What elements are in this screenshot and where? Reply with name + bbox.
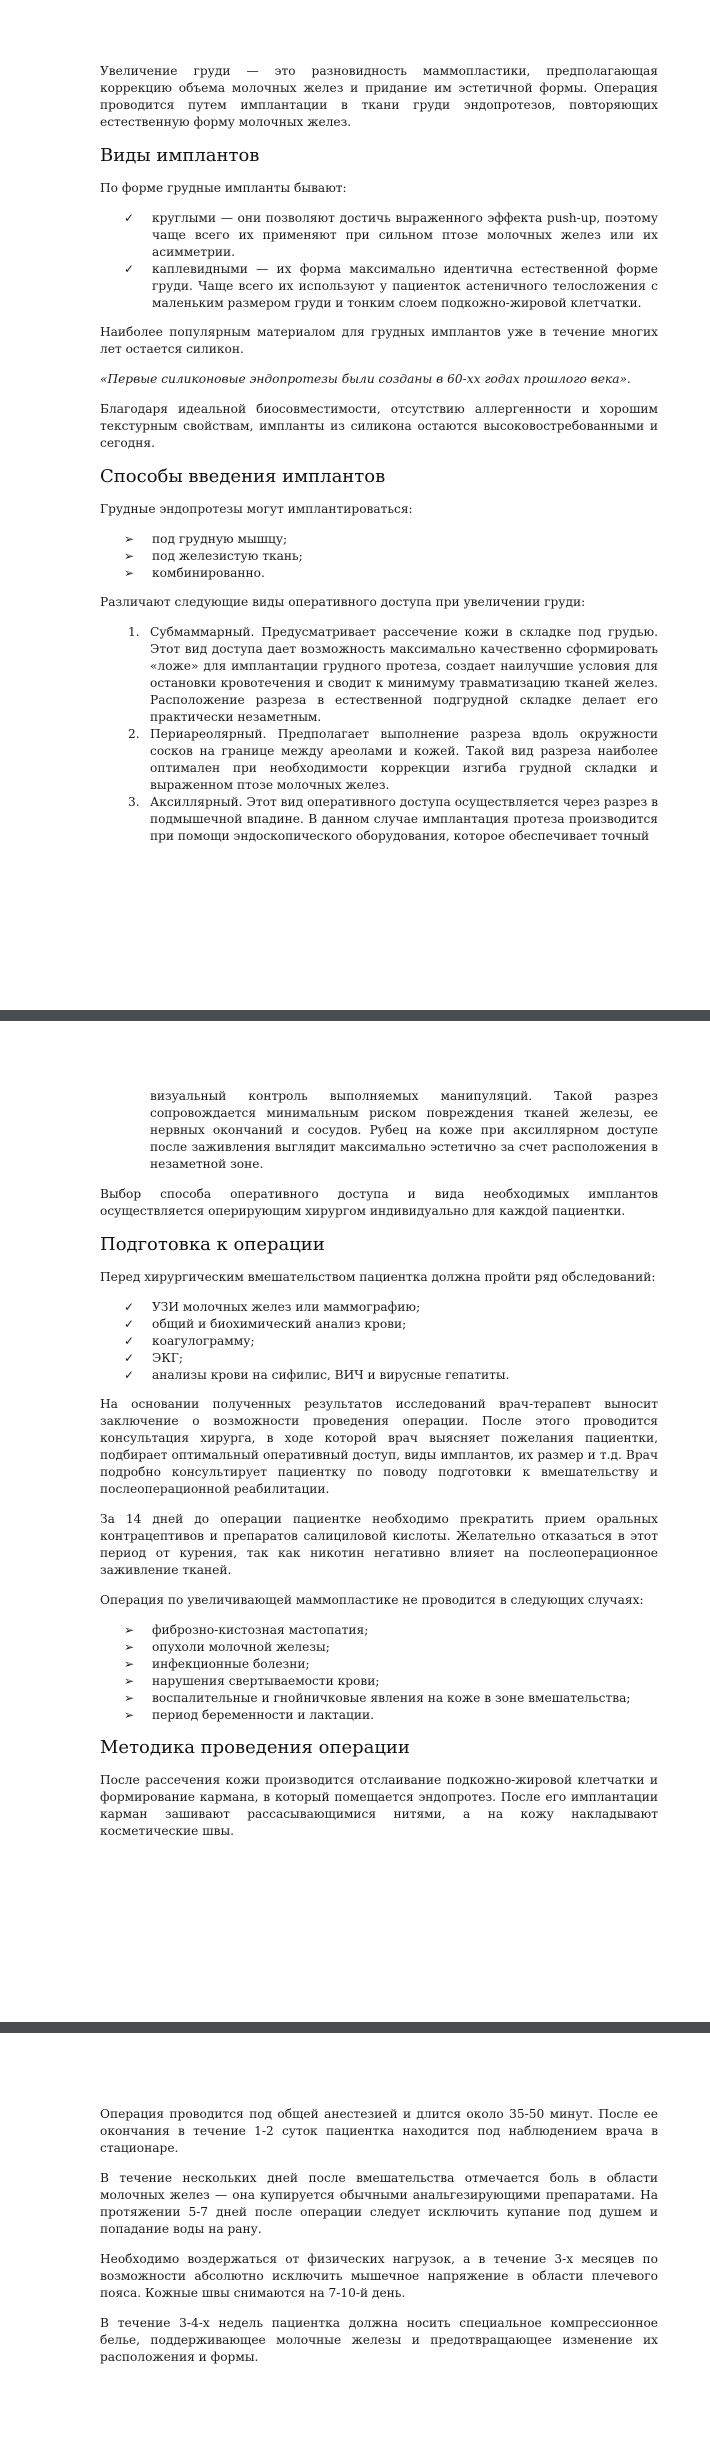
anesthesia-paragraph: Операция проводится под общей анестезией и длится около 35-50 минут. После ее окончания в течение 1-2 суток пациентка находится под наблюдением врача в стационаре. — [100, 2107, 658, 2155]
document-page-2 — [0, 1021, 710, 2022]
contra-list — [100, 1622, 658, 1724]
physical-paragraph: Необходимо воздержаться от физических нагрузок, а в течение 3-х месяцев по возможности абсолютно исключить мышечное напряжение в области плечевого пояса. Кожные швы снимаются на 7-10-й день. — [100, 2252, 658, 2300]
quote: «Первые силиконовые эндопротезы были созданы в 60-хх годах прошлого века». — [100, 372, 631, 386]
checkmark-icon: ✓ — [124, 211, 135, 225]
list-item: ✓ анализы крови на сифилис, ВИЧ и вирусные гепатиты. — [124, 1368, 510, 1382]
checkmark-icon: ✓ — [124, 1368, 135, 1382]
silicone-paragraph: Наиболее популярным материалом для грудных имплантов уже в течение многих лет остается силикон. — [100, 325, 658, 356]
checkmark-icon: ✓ — [124, 1351, 135, 1365]
arrow-bullet-icon: ➢ — [124, 1691, 135, 1705]
list-item: ✓ ЭКГ; — [124, 1351, 183, 1365]
list-item: ➢ инфекционные болезни; — [124, 1657, 310, 1671]
list-item: ➢ воспалительные и гнойничковые явления на коже в зоне вмешательства; — [124, 1691, 631, 1705]
heading-preparation: Подготовка к операции — [100, 1234, 325, 1255]
list-item: ✓ коагулограмму; — [124, 1334, 255, 1348]
days14-paragraph: За 14 дней до операции пациентке необходимо прекратить прием оральных контрацептивов и препаратов салициловой кислоты. Желательно отказаться в этот период от курения, так как никотин негативно влияет на послеоперационное заживление тканей. — [100, 1512, 658, 1577]
document-page-1 — [0, 0, 710, 1010]
list-item: ➢ период беременности и лактации. — [124, 1708, 374, 1722]
arrow-bullet-icon: ➢ — [124, 1657, 135, 1671]
list-item: ✓ УЗИ молочных желез или маммографию; — [124, 1300, 421, 1314]
list-item: ➢ нарушения свертываемости крови; — [124, 1674, 380, 1688]
heading-operation-method: Методика проведения операции — [100, 1737, 410, 1758]
heading-methods: Способы введения имплантов — [100, 466, 386, 487]
list-item: ➢ под грудную мышцу; — [124, 532, 288, 546]
arrow-bullet-icon: ➢ — [124, 1708, 135, 1722]
list-item: 1. Субмаммарный. Предусматривает рассечение кожи в складке под грудью. Этот вид доступа дает возможность максимально качественно сформировать «ложе» для имплантации грудного протеза, создает наилучшие условия для остановки кровотечения и сводит к минимуму травматизацию тканей желез. Расположение разреза в естественной подгрудной складке делает его практически незаметным. — [128, 625, 658, 724]
arrow-bullet-icon: ➢ — [124, 566, 135, 580]
list-item: ➢ опухоли молочной железы; — [124, 1640, 330, 1654]
arrow-bullet-icon: ➢ — [124, 532, 135, 546]
method-paragraph: После рассечения кожи производится отслаивание подкожно-жировой клетчатки и формирование кармана, в который помещается эндопротез. После его имплантации карман зашивают рассасывающимися нитями, а на кожу накладывают косметические швы. — [100, 1773, 658, 1838]
shape-lead: По форме грудные импланты бывают: — [100, 181, 347, 195]
contra-lead: Операция по увеличивающей маммопластике не проводится в следующих случаях: — [100, 1593, 644, 1607]
checkmark-icon: ✓ — [124, 262, 135, 276]
heading-implant-types: Виды имплантов — [100, 145, 260, 166]
list-item: 2. Периареолярный. Предполагает выполнение разреза вдоль окружности сосков на границе между ареолами и кожей. Такой вид разреза наиболее оптимален при необходимости коррекции изгиба грудной складки и выраженном птозе молочных желез. — [128, 727, 658, 792]
access-lead: Различают следующие виды оперативного доступа при увеличении груди: — [100, 595, 586, 609]
biocompat-paragraph: Благодаря идеальной биосовместимости, отсутствию аллергенности и хорошим текстурным свойствам, импланты из силикона остаются высоковостребованными и сегодня. — [100, 402, 658, 450]
list-item: ✓ общий и биохимический анализ крови; — [124, 1317, 407, 1331]
document-page-3 — [0, 2033, 710, 2450]
arrow-bullet-icon: ➢ — [124, 1674, 135, 1688]
arrow-bullet-icon: ➢ — [124, 1640, 135, 1654]
access-list — [100, 624, 658, 845]
pain-paragraph: В течение нескольких дней после вмешательства отмечается боль в области молочных желез — она купируется обычными анальгезирующими препаратами. На протяжении 5-7 дней после операции следует исключить купание под душем и попадание воды на рану. — [100, 2171, 658, 2236]
checkmark-icon: ✓ — [124, 1334, 135, 1348]
list-item: ➢ фиброзно-кистозная мастопатия; — [124, 1623, 369, 1637]
arrow-bullet-icon: ➢ — [124, 549, 135, 563]
intro-paragraph: Увеличение груди — это разновидность маммопластики, предполагающая коррекцию объема молочных желез и придание им эстетичной формы. Операция проводится путем имплантации в ткани груди эндопротезов, повторяющих естественную форму молочных желез. — [100, 64, 658, 129]
shape-list — [100, 210, 658, 312]
prep-list — [100, 1299, 658, 1384]
page-separator — [0, 2022, 710, 2033]
list-item: ✓ круглыми — они позволяют достичь выраженного эффекта push-up, поэтому чаще всего их применяют при сильном птозе молочных желез или их асимметрии. — [124, 211, 658, 259]
access-continuation: визуальный контроль выполняемых манипуляций. Такой разрез сопровождается минимальным риском повреждения тканей железы, ее нервных окончаний и сосудов. Рубец на коже при аксиллярном доступе после заживления выглядит максимально эстетично за счет расположения в незаметной зоне. — [150, 1089, 658, 1171]
checkmark-icon: ✓ — [124, 1300, 135, 1314]
list-item: ➢ под железистую ткань; — [124, 549, 303, 563]
arrow-bullet-icon: ➢ — [124, 1623, 135, 1637]
list-item: ➢ комбинированно. — [124, 566, 265, 580]
methods-list — [100, 531, 658, 582]
methods-lead: Грудные эндопротезы могут имплантироваться: — [100, 502, 413, 516]
prep-lead: Перед хирургическим вмешательством пациентка должна пройти ряд обследований: — [100, 1270, 656, 1284]
compression-paragraph: В течение 3-4-х недель пациентка должна носить специальное компрессионное белье, поддерживающее молочные железы и предотвращающее изменение их расположения и формы. — [100, 2316, 658, 2364]
choice-paragraph: Выбор способа оперативного доступа и вида необходимых имплантов осуществляется оперирующим хирургом индивидуально для каждой пациентки. — [100, 1187, 658, 1218]
page-separator — [0, 1010, 710, 1021]
checkmark-icon: ✓ — [124, 1317, 135, 1331]
list-item: ✓ каплевидными — их форма максимально идентична естественной форме груди. Чаще всего их используют у пациенток астеничного телосложения с маленьким размером груди и тонким слоем подкожно-жировой клетчатки. — [124, 262, 658, 310]
list-item: 3. Аксиллярный. Этот вид оперативного доступа осуществляется через разрез в подмышечной впадине. В данном случае имплантация протеза производится при помощи эндоскопического оборудования, которое обеспечивает точный — [128, 795, 658, 843]
basis-paragraph: На основании полученных результатов исследований врач-терапевт выносит заключение о возможности проведения операции. После этого проводится консультация хирурга, в ходе которой врач выясняет пожелания пациентки, подбирает оптимальный оперативный доступ, виды имплантов, их размер и т.д. Врач подробно консультирует пациентку по поводу подготовки к вмешательству и послеоперационной реабилитации. — [100, 1397, 658, 1496]
